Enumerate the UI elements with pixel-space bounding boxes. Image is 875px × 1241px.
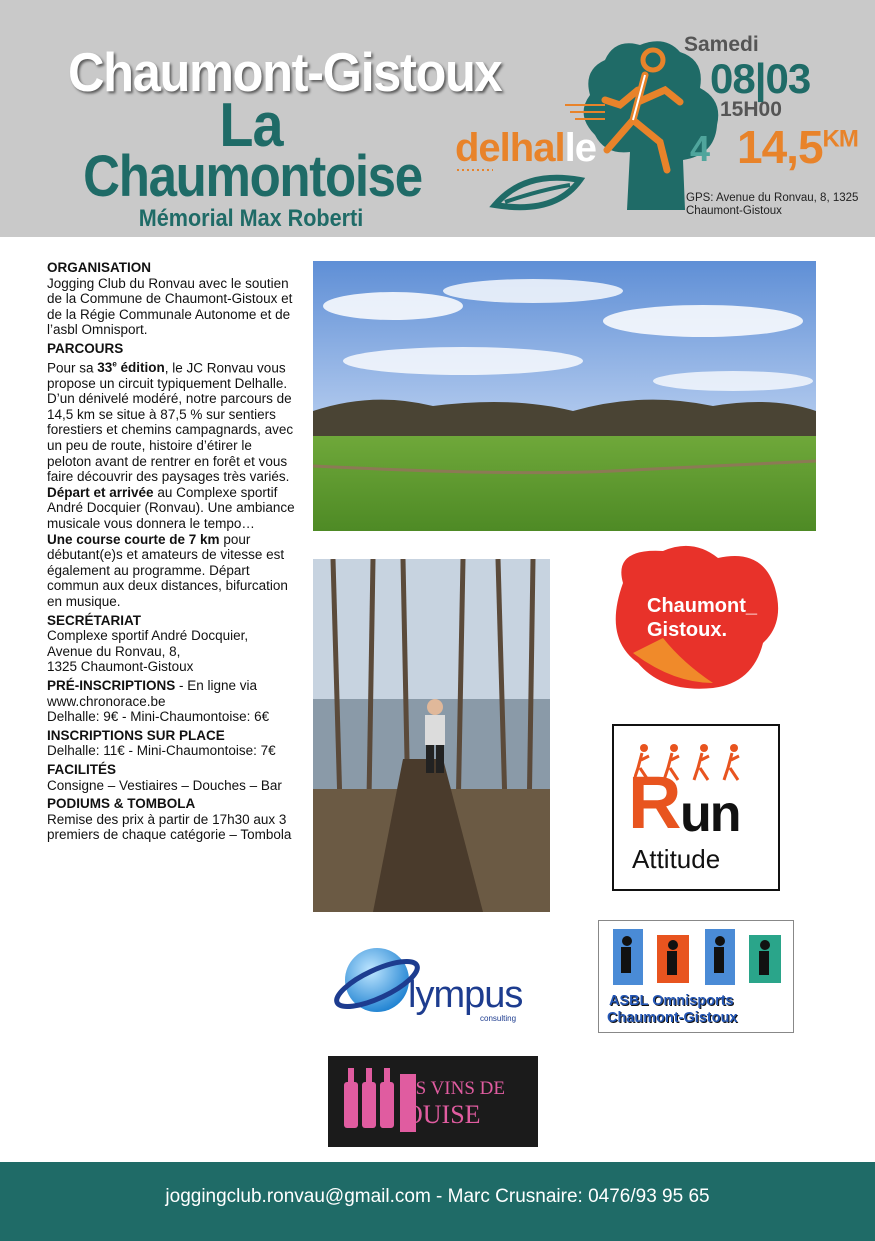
distance-unit: KM: [822, 125, 858, 153]
course-bold: Une course courte de 7 km: [47, 531, 220, 547]
sports-pictograms: [607, 927, 787, 989]
preinscriptions-title: PRÉ-INSCRIPTIONS: [47, 677, 176, 693]
distance-value: 14,5: [737, 121, 823, 173]
olympus-logo-sub: consulting: [480, 1014, 517, 1023]
asbl-logo-line2: Chaumont-Gistoux: [607, 1010, 738, 1026]
footer-contact: joggingclub.ronvau@gmail.com - Marc Crusnaire: 0476/93 95 65: [165, 1186, 710, 1207]
secretariat-title: SECRÉTARIAT: [47, 612, 141, 628]
parcours-text-block: [47, 357, 299, 485]
parcours-edition-number: 33: [97, 360, 113, 376]
vins-logo-line1: ES VINS DE: [404, 1078, 505, 1099]
podiums-text: Remise des prix à partir de 17h30 aux 3 premiers de chaque catégorie – Tombola: [47, 811, 292, 843]
podiums-title: PODIUMS & TOMBOLA: [47, 796, 196, 812]
secretariat-line2: Avenue du Ronvau, 8,: [47, 643, 181, 659]
edition-number: 4: [690, 128, 711, 169]
field-landscape-photo: [313, 261, 816, 531]
race-title-line1: La: [219, 91, 283, 160]
organisation-text: Jogging Club du Ronvau avec le soutien de la Commune de Chaumont-Gistoux et de la Régie Communale Autonome et de l’asbl Omnisport.: [47, 275, 293, 338]
depart-text: au Complexe sportif André Docquier (Ronvau). Une ambiance musicale vous donnera le tempo…: [47, 484, 295, 531]
asbl-omnisports-logo: [598, 920, 794, 1033]
course-block: [47, 532, 299, 610]
facilites-title: FACILITÉS: [47, 761, 117, 777]
run-logo-un: un: [680, 785, 740, 843]
chaumont-logo-line2: Gistoux.: [647, 619, 728, 641]
run-attitude-logo: [612, 724, 780, 891]
chaumont-logo-line1: Chaumont_: [647, 595, 757, 617]
secretariat-line3: 1325 Chaumont-Gistoux: [47, 659, 194, 675]
run-logo-r: R: [628, 761, 682, 844]
event-time: 15H00: [720, 98, 782, 121]
poppy-shape: [603, 543, 783, 693]
memorial-subtitle: Mémorial Max Roberti: [138, 205, 364, 232]
forest-runner-photo: [313, 559, 550, 912]
brand-suffix: le: [564, 126, 596, 170]
secretariat-line1: Complexe sportif André Docquier,: [47, 628, 249, 644]
brand-main: delhal: [455, 126, 565, 170]
surplace-prices: Delhalle: 11€ - Mini-Chaumontoise: 7€: [47, 743, 276, 759]
course-text: pour débutant(e)s et amateurs de vitesse est également au programme. Départ commun aux deux distances, bifurcation en musique.: [47, 531, 288, 609]
olympus-consulting-logo: [330, 930, 540, 1030]
preinscriptions-prices: Delhalle: 9€ - Mini-Chaumontoise: 6€: [47, 709, 270, 725]
race-title-line2: Chaumontoise: [83, 144, 422, 209]
run-logo-attitude: Attitude: [632, 844, 721, 874]
chaumont-gistoux-logo: [603, 543, 783, 693]
gps-address: GPS: Avenue du Ronvau, 8, 1325 Chaumont-Gistoux: [686, 192, 859, 217]
event-date: 08|03: [710, 55, 811, 102]
depart-block: [47, 485, 299, 532]
preinscriptions-suffix: - En ligne via: [175, 677, 258, 693]
asbl-logo-line1: ASBL Omnisports: [609, 993, 734, 1009]
parcours-title: PARCOURS: [47, 340, 124, 356]
event-day: Samedi: [684, 33, 759, 56]
preinscriptions-heading: [47, 678, 299, 694]
city-title: Chaumont-Gistoux: [68, 41, 502, 103]
olympus-logo-word: lympus: [408, 974, 523, 1016]
surplace-title: INSCRIPTIONS SUR PLACE: [47, 727, 225, 743]
parcours-edition-sup: e: [112, 359, 117, 369]
vins-de-louise-logo: [328, 1056, 538, 1147]
race-distance: [737, 120, 858, 174]
header-banner: [0, 0, 875, 237]
organisation-title: ORGANISATION: [47, 260, 151, 275]
depart-bold: Départ et arrivée: [47, 484, 154, 500]
preinscriptions-url[interactable]: www.chronorace.be: [47, 693, 166, 709]
parcours-edition: [97, 360, 164, 375]
vins-logo-line2: OUISE: [404, 1100, 481, 1129]
parcours-text: , le JC Ronvau vous propose un circuit typiquement Delhalle. D’un dénivelé modéré, notre parcours de 14,5 km se situe à 87,5 % sur sentiers forestiers et chemins campagnards, avec un peu de route, histoire d’étirer le peloton avant de rentrer en forêt et vous faire découvrir des paysages très variés.: [47, 360, 294, 485]
footer-bar: [0, 1162, 875, 1241]
parcours-edition-word: édition: [116, 360, 165, 376]
parcours-pre: Pour sa: [47, 360, 98, 376]
facilites-text: Consigne – Vestiaires – Douches – Bar: [47, 777, 282, 793]
delhalle-brand: [455, 126, 596, 171]
event-info-column: [47, 260, 299, 843]
